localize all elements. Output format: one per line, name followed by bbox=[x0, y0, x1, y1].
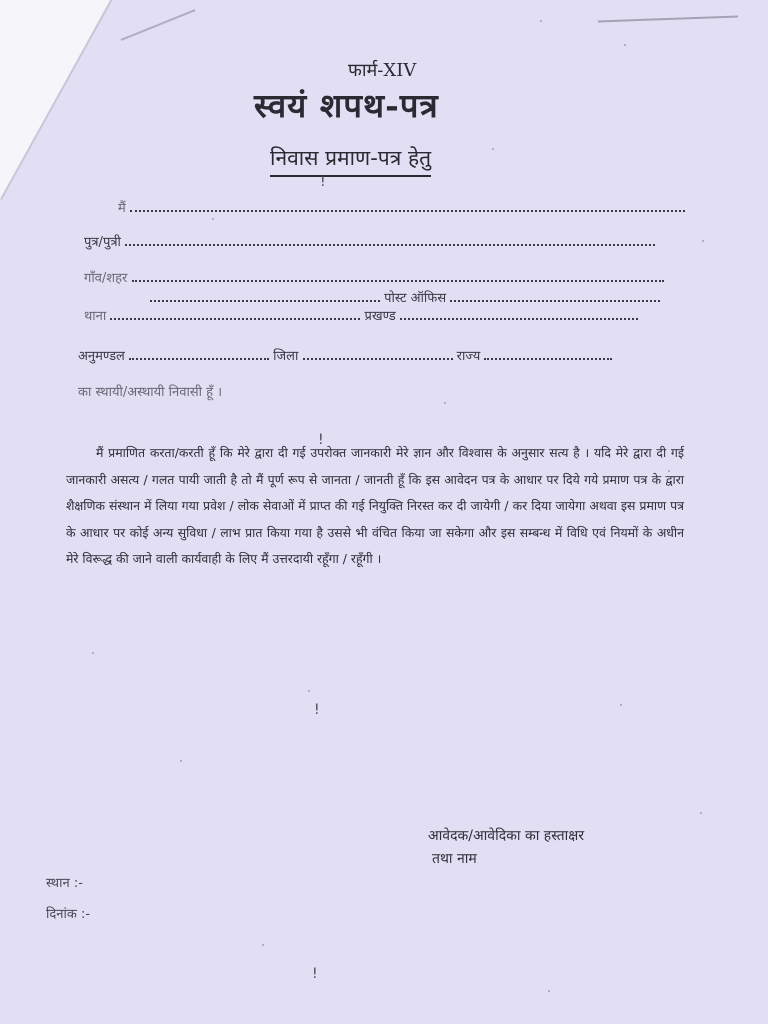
resident-line: का स्थायी/अस्थायी निवासी हूँ । bbox=[78, 385, 223, 400]
speckle bbox=[624, 44, 626, 46]
field-subdivision bbox=[78, 346, 612, 364]
field-label: पुत्र/पुत्री bbox=[84, 235, 121, 250]
speckle bbox=[620, 704, 622, 706]
speckle bbox=[212, 218, 214, 220]
tick-mark: ! bbox=[312, 966, 318, 982]
place-label: स्थान :- bbox=[46, 876, 83, 891]
field-label: थाना bbox=[84, 309, 107, 324]
fill-line bbox=[400, 306, 638, 320]
speckle bbox=[492, 148, 494, 150]
document-title: स्वयं शपथ-पत्र bbox=[254, 86, 439, 125]
speckle bbox=[444, 402, 446, 404]
field-label: पोस्ट ऑफिस bbox=[384, 291, 447, 306]
document-subtitle: निवास प्रमाण-पत्र हेतु bbox=[270, 144, 431, 177]
field-village-city bbox=[84, 268, 664, 286]
pen-stroke bbox=[121, 9, 196, 41]
speckle bbox=[308, 690, 310, 692]
field-label: राज्य bbox=[456, 349, 481, 364]
speckle bbox=[702, 240, 704, 242]
field-main bbox=[118, 198, 685, 216]
speckle bbox=[180, 760, 182, 762]
fill-line bbox=[484, 346, 612, 360]
field-label: गाँव/शहर bbox=[84, 271, 128, 286]
field-police-station bbox=[84, 306, 638, 324]
fill-line bbox=[129, 346, 269, 360]
field-label: प्रखण्ड bbox=[364, 309, 396, 324]
speckle bbox=[262, 944, 264, 946]
speckle bbox=[548, 990, 550, 992]
tick-mark: ! bbox=[318, 432, 324, 448]
fill-line bbox=[132, 268, 664, 282]
speckle bbox=[92, 652, 94, 654]
field-label: मैं bbox=[118, 201, 126, 216]
speckle bbox=[540, 20, 542, 22]
date-label: दिनांक :- bbox=[46, 907, 91, 922]
declaration-paragraph: मैं प्रमाणित करता/करती हूँ कि मेरे द्वारा दी गई उपरोक्त जानकारी मेरे ज्ञान और विश्वास के अनुसार सत्य है । यदि मेरे द्वारा दी गई जानकारी असत्य / गलत पायी जाती है तो मैं पूर्ण रूप से जानता / जानती हूँ कि इस आवेदन पत्र के आधार पर दिये गये प्रमाण पत्र के द्वारा शैक्षणिक संस्थान में लिया गया प्रवेश / लोक सेवाओं में प्राप्त की गई नियुक्ति निरस्त कर दी जायेगी / कर दिया जायेगा अथवा इस प्रमाण पत्र के आधार पर कोई अन्य सुविधा / लाभ प्रात किया गया है उससे भी वंचित किया जा सकेगा और इस सम्बन्ध में विधि एवं नियमों के अधीन मेरे विरूद्ध की जाने वाली कार्यवाही के लिए मैं उत्तरदायी रहूँगा / रहूँगी । bbox=[66, 445, 684, 566]
form-number: फार्म-XIV bbox=[348, 60, 417, 81]
tick-mark: ! bbox=[320, 174, 326, 190]
tick-mark: ! bbox=[314, 702, 320, 718]
fill-line bbox=[125, 232, 655, 246]
field-post-office-row bbox=[150, 288, 660, 306]
field-son-daughter bbox=[84, 232, 655, 250]
speckle bbox=[700, 812, 702, 814]
field-label: जिला bbox=[273, 349, 299, 364]
fill-line bbox=[450, 288, 660, 302]
fill-line bbox=[110, 306, 360, 320]
signature-label: आवेदक/आवेदिका का हस्ताक्षर bbox=[428, 828, 585, 844]
field-label: अनुमण्डल bbox=[78, 349, 125, 364]
signature-block bbox=[428, 825, 584, 871]
signature-name-label: तथा नाम bbox=[432, 851, 477, 867]
fill-line bbox=[303, 346, 453, 360]
fill-line bbox=[150, 288, 380, 302]
pen-stroke bbox=[598, 16, 738, 23]
fill-line bbox=[130, 198, 685, 212]
